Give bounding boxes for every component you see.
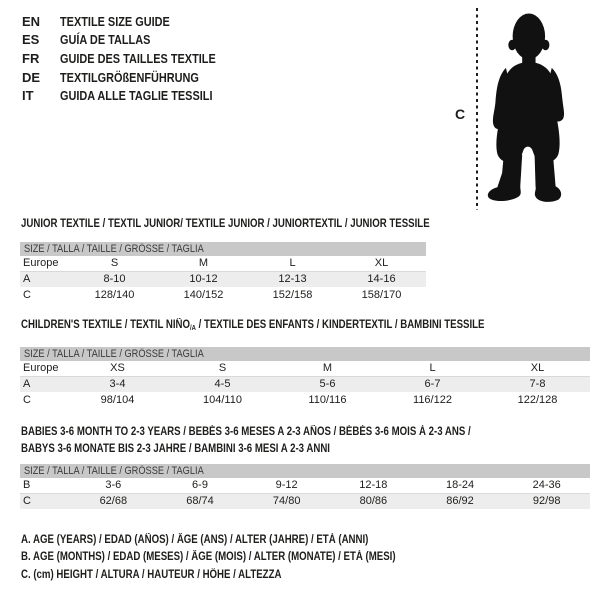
cell-value: 3-4 bbox=[109, 378, 126, 391]
cell-value: 8-10 bbox=[103, 273, 126, 286]
cell-value: 14-16 bbox=[367, 273, 396, 286]
cell-value: 12-13 bbox=[278, 273, 307, 286]
cell-value: 24-36 bbox=[532, 479, 561, 492]
col-header-size: XL bbox=[374, 257, 389, 270]
cell-value: 110/116 bbox=[308, 393, 347, 406]
language-row-en bbox=[22, 12, 245, 31]
table-row-c bbox=[20, 287, 426, 303]
cell-value: 6-7 bbox=[424, 378, 441, 391]
children-size-table bbox=[20, 347, 590, 408]
table-column-header-row bbox=[20, 361, 590, 377]
col-header-size: S bbox=[110, 257, 119, 270]
cell-value: 140/152 bbox=[183, 288, 224, 301]
language-code: EN bbox=[22, 13, 41, 29]
cell-value: 18-24 bbox=[445, 479, 475, 492]
junior-size-table bbox=[20, 242, 426, 303]
language-code: FR bbox=[22, 50, 40, 66]
footnote-a bbox=[21, 532, 467, 549]
size-header-label: SIZE / TALLA / TAILLE / GRÖSSE / TAGLIA bbox=[24, 348, 204, 360]
row-label: A bbox=[23, 273, 31, 286]
cell-value: 158/170 bbox=[361, 288, 402, 301]
title-part: CHILDREN'S TEXTILE / TEXTIL NIÑO bbox=[21, 319, 191, 331]
col-header-size: XL bbox=[530, 362, 545, 375]
cell-value: 5-6 bbox=[319, 378, 336, 391]
cell-value: 7-8 bbox=[529, 378, 546, 391]
babies-size-table bbox=[20, 464, 590, 509]
babies-title-line2: BABYS 3-6 MONATE BIS 2-3 JAHRE / BAMBINI 3-6 MESI A 2-3 ANNI bbox=[21, 442, 330, 455]
language-title: GUIDA ALLE TAGLIE TESSILI bbox=[60, 88, 213, 104]
cell-value: 68/74 bbox=[186, 495, 214, 508]
row-label: C bbox=[23, 393, 31, 406]
language-title: GUIDE DES TAILLES TEXTILE bbox=[60, 50, 216, 66]
col-header-europe: Europe bbox=[23, 257, 59, 270]
row-label: A bbox=[23, 378, 31, 391]
cell-value: 116/122 bbox=[413, 393, 452, 406]
footnote-c bbox=[21, 567, 467, 584]
col-header-size: M bbox=[198, 257, 209, 270]
row-label: C bbox=[23, 288, 31, 301]
size-header-bar bbox=[20, 464, 590, 478]
cell-value: 122/128 bbox=[517, 393, 558, 406]
title-part: / TEXTILE DES ENFANTS / KINDERTEXTIL / BAMBINI TESSILE bbox=[195, 319, 485, 331]
size-header-label: SIZE / TALLA / TAILLE / GRÖSSE / TAGLIA bbox=[24, 465, 204, 477]
language-title: TEXTILE SIZE GUIDE bbox=[60, 13, 170, 29]
children-section-title-text bbox=[21, 317, 484, 338]
cell-value: 80/86 bbox=[359, 495, 388, 508]
cell-value: 3-6 bbox=[105, 479, 122, 492]
table-row-a bbox=[20, 377, 590, 393]
size-header-label: SIZE / TALLA / TAILLE / GRÖSSE / TAGLIA bbox=[24, 243, 204, 255]
table-row-b bbox=[20, 478, 590, 494]
table-row-c bbox=[20, 392, 590, 408]
junior-section-title-text: JUNIOR TEXTILE / TEXTIL JUNIOR/ TEXTILE JUNIOR / JUNIORTEXTIL / JUNIOR TESSILE bbox=[21, 218, 430, 230]
cell-value: 4-5 bbox=[214, 378, 231, 391]
babies-title-line1: BABIES 3-6 MONTH TO 2-3 YEARS / BEBÉS 3-6 MESES A 2-3 AÑOS / BÉBÉS 3-6 MOIS À 2-3 ANS / bbox=[21, 426, 471, 438]
language-code: IT bbox=[22, 88, 34, 104]
cell-value: 12-18 bbox=[359, 479, 388, 492]
language-title: TEXTILGRÖßENFÜHRUNG bbox=[60, 69, 199, 85]
footnote-b-text: B. AGE (MONTHS) / EDAD (MESES) / ÂGE (MOIS) / ALTER (MONATE) / ETÀ (MESI) bbox=[21, 551, 396, 564]
col-header-size: L bbox=[429, 362, 436, 375]
col-header-europe: Europe bbox=[23, 362, 59, 375]
language-row-es bbox=[22, 31, 245, 50]
language-row-it bbox=[22, 86, 245, 105]
cell-value: 152/158 bbox=[272, 288, 313, 301]
cell-value: 9-12 bbox=[275, 479, 298, 492]
language-title: GUÍA DE TALLAS bbox=[60, 32, 151, 48]
table-row-c bbox=[20, 494, 590, 510]
cell-value: 92/98 bbox=[532, 495, 561, 508]
cell-value: 10-12 bbox=[189, 273, 218, 286]
height-measure-label: C bbox=[455, 106, 466, 122]
height-dotted-line bbox=[476, 8, 478, 210]
table-row-a bbox=[20, 272, 426, 288]
language-row-de bbox=[22, 68, 245, 87]
junior-section-title bbox=[21, 216, 507, 233]
language-code: DE bbox=[22, 69, 41, 85]
col-header-size: L bbox=[289, 257, 296, 270]
row-label: C bbox=[23, 495, 31, 508]
table-column-header-row bbox=[20, 256, 426, 272]
size-header-bar bbox=[20, 347, 590, 361]
babies-section-title bbox=[21, 424, 556, 457]
language-list bbox=[22, 12, 245, 105]
cell-value: 128/140 bbox=[94, 288, 135, 301]
cell-value: 98/104 bbox=[100, 393, 135, 406]
size-header-bar bbox=[20, 242, 426, 256]
cell-value: 86/92 bbox=[446, 495, 474, 508]
language-row-fr bbox=[22, 49, 245, 68]
legend-footnotes bbox=[21, 532, 467, 584]
footnote-c-text: C. (cm) HEIGHT / ALTURA / HAUTEUR / HÖHE / ALTEZZA bbox=[21, 568, 282, 581]
col-header-size: M bbox=[322, 362, 333, 375]
children-section-title bbox=[21, 317, 573, 338]
language-code: ES bbox=[22, 32, 40, 48]
cell-value: 6-9 bbox=[192, 479, 208, 492]
footnote-a-text: A. AGE (YEARS) / EDAD (AÑOS) / ÂGE (ANS) / ALTER (JAHRE) / ETÀ (ANNI) bbox=[21, 534, 369, 546]
cell-value: 104/110 bbox=[203, 393, 242, 406]
title-subscript: /A bbox=[190, 325, 196, 332]
col-header-size: XS bbox=[110, 362, 125, 375]
cell-value: 74/80 bbox=[272, 495, 301, 508]
row-label: B bbox=[23, 479, 31, 492]
col-header-size: S bbox=[218, 362, 227, 375]
cell-value: 62/68 bbox=[99, 495, 128, 508]
toddler-silhouette-icon bbox=[484, 8, 568, 208]
footnote-b bbox=[21, 549, 467, 566]
